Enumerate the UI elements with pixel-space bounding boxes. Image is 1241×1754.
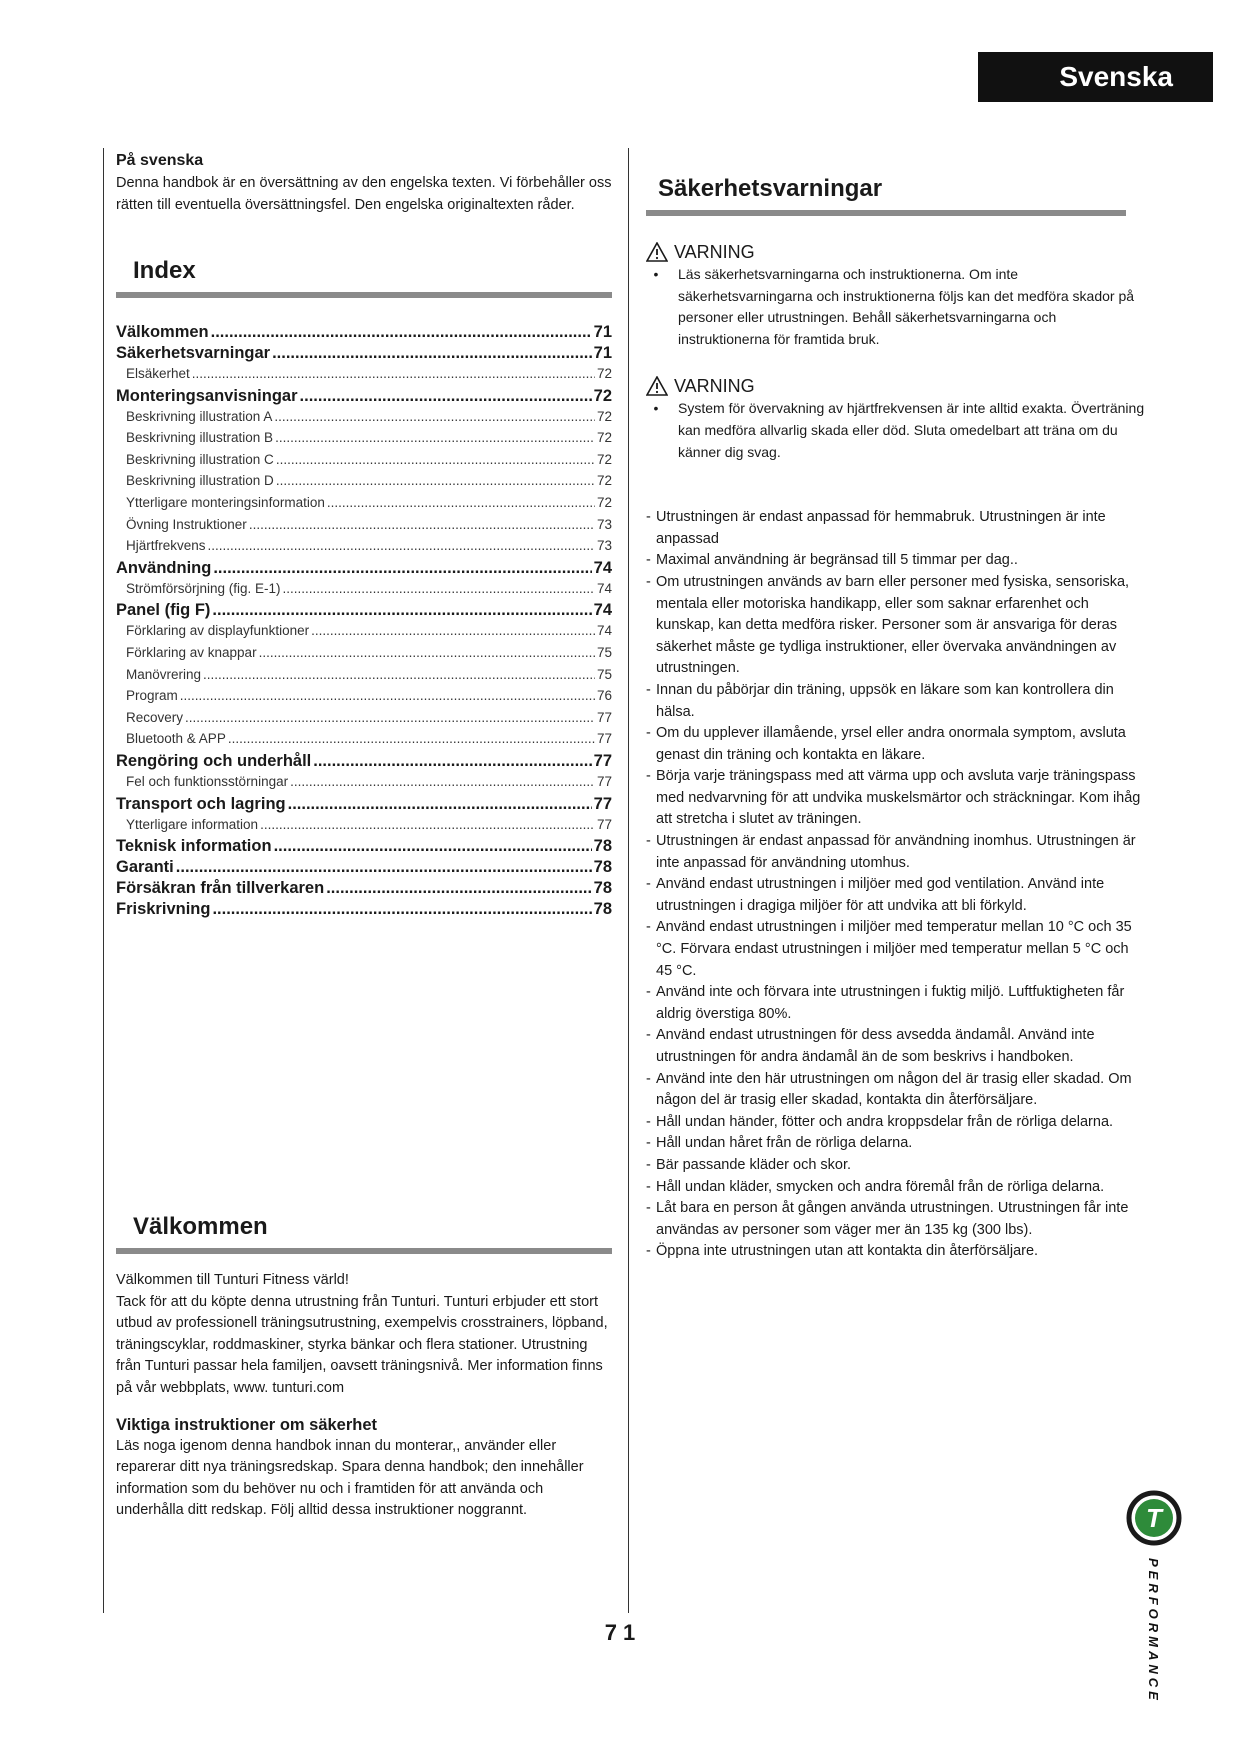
toc-entry-label: Rengöring och underhåll [116, 751, 312, 770]
toc-entry [116, 620, 612, 642]
list-item [646, 982, 1146, 1025]
welcome-title: Välkommen [133, 1213, 268, 1240]
list-dash: - [646, 1135, 651, 1152]
list-item [646, 917, 1146, 982]
toc-entry-label: Beskrivning illustration A [126, 408, 273, 424]
list-dash: - [646, 768, 651, 785]
toc-entry [116, 878, 612, 898]
warning-title [646, 374, 1146, 398]
toc-entry-page: 77 [593, 794, 612, 813]
toc-entry-page: 78 [593, 879, 612, 898]
toc-leader-dots [228, 728, 595, 750]
toc-entry-page: 78 [593, 837, 612, 856]
toc-entry-label: Bluetooth & APP [126, 731, 226, 747]
welcome-heading [116, 1212, 612, 1254]
list-item-text: Låt bara en person åt gången använda utrustningen. Utrustningen får inte användas av personer som väger mer än 135 kg (300 lbs). [656, 1200, 1129, 1238]
index-title: Index [133, 257, 196, 284]
list-item-text: Innan du påbörjar din träning, uppsök en läkare som kan kontrollera din hälsa. [656, 681, 1114, 720]
toc-leader-dots [288, 794, 592, 814]
toc-entry [116, 600, 612, 620]
column-divider [628, 148, 629, 1613]
toc-entry-label: Manövrering [126, 666, 202, 682]
left-column [116, 150, 612, 919]
list-item [646, 1069, 1146, 1112]
list-item-text: Håll undan kläder, smycken och andra föremål från de rörliga delarna. [656, 1178, 1105, 1195]
safety-instructions-text: Läs noga igenom denna handbok innan du monterar,, använder eller reparerar ditt nya träningsredskap. Spara denna handbok; den innehåller information som du behöver nu och i framtiden för att använda och underhålla ditt redskap. Följ alltid dessa instruktioner noggrannt. [116, 1437, 584, 1519]
toc-leader-dots [259, 642, 595, 664]
toc-leader-dots [212, 899, 591, 919]
toc-entry-label: Elsäkerhet [126, 366, 190, 381]
toc-leader-dots [300, 386, 592, 406]
toc-entry [116, 470, 612, 492]
toc-entry-page: 71 [593, 344, 612, 362]
list-item-text: Använd inte och förvara inte utrustningen i fuktig miljö. Luftfuktigheten får aldrig överstiga 80%. [656, 984, 1125, 1022]
table-of-contents [116, 322, 612, 919]
list-item [646, 1112, 1146, 1134]
toc-entry [116, 685, 612, 707]
bullet-dot: • [653, 266, 659, 282]
bullet-dot: • [653, 400, 659, 417]
toc-entry-page: 77 [596, 773, 612, 789]
safety-heading [646, 174, 1146, 216]
toc-leader-dots [274, 836, 592, 856]
list-item-text: Utrustningen är endast anpassad för hemmabruk. Utrustningen är inte anpassad [656, 509, 1106, 547]
list-dash: - [646, 919, 651, 936]
list-dash: - [646, 573, 651, 590]
warning-label: VARNING [674, 242, 755, 262]
list-dash: - [646, 681, 651, 698]
toc-entry-label: Beskrivning illustration C [126, 451, 274, 467]
toc-entry-page: 77 [596, 731, 612, 747]
toc-entry [116, 449, 612, 471]
toc-entry-label: Garanti [116, 858, 174, 877]
toc-entry-page: 76 [596, 688, 612, 704]
list-item [646, 766, 1146, 831]
toc-leader-dots [208, 535, 595, 557]
warning-text: System för övervakning av hjärtfrekvensen är inte alltid exakta. Överträning kan medföra allvarlig skada eller död. Sluta omedelbart att träna om du känner dig svag. [678, 400, 1145, 460]
list-item [646, 507, 1146, 550]
toc-entry-label: Friskrivning [116, 900, 211, 919]
toc-entry-page: 77 [593, 751, 612, 770]
toc-leader-dots [326, 878, 591, 898]
list-item-text: Håll undan håret från de rörliga delarna. [656, 1135, 913, 1152]
toc-leader-dots [185, 707, 595, 729]
list-item [646, 723, 1146, 766]
toc-entry [116, 642, 612, 664]
safety-title: Säkerhetsvarningar [658, 175, 883, 202]
toc-entry [116, 363, 612, 385]
toc-entry-label: Fel och funktionsstörningar [126, 773, 289, 789]
toc-entry-page: 72 [593, 386, 612, 405]
list-item [646, 1241, 1146, 1263]
safety-instructions-title: Viktiga instruktioner om säkerhet [116, 1415, 378, 1434]
toc-entry-page: 74 [593, 558, 612, 577]
list-item [646, 572, 1146, 680]
logo-letter: T [1146, 1503, 1162, 1533]
toc-entry [116, 836, 612, 856]
toc-entry-page: 72 [596, 494, 612, 510]
toc-leader-dots [260, 814, 595, 836]
list-item [646, 1198, 1146, 1241]
list-dash: - [646, 984, 651, 1001]
toc-leader-dots [180, 685, 595, 707]
toc-leader-dots [283, 578, 595, 600]
toc-entry-label: Beskrivning illustration B [126, 430, 274, 446]
toc-entry-page: 74 [596, 623, 612, 639]
toc-entry-page: 75 [596, 644, 612, 660]
toc-leader-dots [211, 322, 592, 342]
warning-triangle-icon [646, 242, 668, 262]
list-item-text: Börja varje träningspass med att värma upp och avsluta varje träningspass med nedvarvning för att undvika muskelsmärtor och sträckningar. Kom ihåg att stretcha i slutet av träningen. [656, 768, 1141, 828]
toc-entry-label: Hjärtfrekvens [126, 538, 206, 554]
toc-entry-page: 77 [596, 709, 612, 725]
index-rule [116, 292, 612, 298]
toc-entry [116, 857, 612, 877]
toc-entry-page: 72 [596, 366, 612, 381]
toc-entry-label: Panel (fig F) [116, 601, 211, 620]
list-item [646, 1177, 1146, 1199]
intro-text: Denna handbok är en översättning av den engelska texten. Vi förbehåller oss rätten till eventuella översättningsfel. Den engelska originaltexten råder. [116, 175, 612, 213]
toc-entry [116, 427, 612, 449]
warning-block [646, 374, 1146, 463]
toc-entry [116, 728, 612, 750]
list-dash: - [646, 509, 651, 526]
list-item [646, 680, 1146, 723]
toc-entry-page: 72 [596, 408, 612, 424]
tunturi-t-icon [1126, 1490, 1182, 1546]
toc-entry-label: Ytterligare information [126, 816, 259, 832]
toc-entry-label: Recovery [126, 709, 184, 725]
toc-entry-label: Transport och lagring [116, 794, 286, 813]
right-column [646, 150, 1146, 1263]
toc-entry [116, 514, 612, 536]
warning-triangle-icon [646, 376, 668, 396]
toc-entry-label: Förklaring av knappar [126, 644, 257, 660]
toc-leader-dots [276, 449, 595, 471]
intro-title: På svenska [116, 152, 204, 169]
toc-entry-page: 71 [593, 323, 612, 341]
toc-entry-label: Övning Instruktioner [126, 516, 247, 532]
toc-leader-dots [176, 857, 592, 877]
toc-entry-page: 73 [596, 516, 612, 532]
list-item [646, 1155, 1146, 1177]
toc-entry-page: 72 [596, 430, 612, 446]
toc-entry-label: Monteringsanvisningar [116, 386, 298, 405]
toc-entry-page: 72 [596, 473, 612, 489]
warnings-list [646, 240, 1146, 463]
toc-leader-dots [203, 664, 595, 686]
toc-leader-dots [276, 470, 595, 492]
welcome-text: Tack för att du köpte denna utrustning från Tunturi. Tunturi erbjuder ett stort utbud av professionell träningsutrustning, exempelvis crosstrainers, löpband, träningscyklar, roddmaskiner, styrka bänkar och flera stationer. Utrustning från Tunturi passar hela familjen, oavsett träningsnivå. Mer information finns på vår webbplats, www. tunturi.com [116, 1293, 608, 1396]
toc-entry-page: 73 [596, 538, 612, 554]
list-dash: - [646, 1113, 651, 1130]
list-dash: - [646, 1156, 651, 1173]
toc-entry [116, 343, 612, 363]
warning-item [646, 264, 1146, 350]
welcome-body [116, 1270, 612, 1522]
toc-entry [116, 771, 612, 793]
list-item-text: Utrustningen är endast anpassad för användning inomhus. Utrustningen är inte anpassad för användning utomhus. [656, 833, 1136, 871]
list-item-text: Om utrustningen används av barn eller personer med fysiska, sensoriska, mentala eller motoriska handikapp, eller som saknar erfarenhet och kunskap, kan detta medföra risker. Personer som är ansvariga för deras säkerhet måste ge tydliga instruktioner, eller övervaka användningen av utrustningen. [656, 573, 1130, 677]
list-item-text: Håll undan händer, fötter och andra kroppsdelar från de rörliga delarna. [656, 1113, 1114, 1130]
toc-entry-page: 74 [596, 580, 612, 596]
toc-entry [116, 794, 612, 814]
toc-leader-dots [272, 343, 592, 363]
list-item [646, 874, 1146, 917]
toc-entry-label: Användning [116, 558, 212, 577]
toc-entry-label: Förklaring av displayfunktioner [126, 623, 310, 639]
toc-entry-label: Program [126, 688, 178, 704]
toc-entry [116, 535, 612, 557]
toc-leader-dots [274, 406, 595, 428]
toc-leader-dots [311, 620, 595, 642]
warning-text: Läs säkerhetsvarningarna och instruktionerna. Om inte säkerhetsvarningarna och instruktionerna följs kan det medföra skador på personer eller utrustningen. Behåll säkerhetsvarningarna och instruktionerna för framtida bruk. [678, 266, 1135, 347]
language-tab: Svenska [978, 52, 1213, 102]
toc-leader-dots [249, 514, 595, 536]
welcome-rule [116, 1248, 612, 1254]
toc-entry-page: 75 [596, 666, 612, 682]
performance-tagline: PERFORMANCE [1146, 1558, 1161, 1704]
toc-entry-label: Teknisk information [116, 837, 272, 856]
list-dash: - [646, 725, 651, 742]
list-item [646, 1133, 1146, 1155]
list-item-text: Använd endast utrustningen för dess avsedda ändamål. Använd inte utrustningen för andra ändamål än de som beskrivs i handboken. [656, 1027, 1095, 1065]
toc-leader-dots [290, 771, 595, 793]
left-margin-line [103, 148, 104, 1613]
toc-entry [116, 814, 612, 836]
toc-entry-label: Försäkran från tillverkaren [116, 879, 325, 898]
toc-entry [116, 578, 612, 600]
warning-label: VARNING [674, 376, 755, 397]
list-item [646, 550, 1146, 572]
warning-item [646, 398, 1146, 463]
toc-leader-dots [313, 751, 591, 771]
safety-rule [646, 210, 1126, 216]
toc-entry-page: 72 [596, 451, 612, 467]
list-item-text: Använd endast utrustningen i miljöer med temperatur mellan 10 °C och 35 °C. Förvara endast utrustningen i miljöer med temperatur mellan 5 °C och 45 °C. [656, 919, 1132, 979]
toc-entry-page: 74 [593, 601, 612, 620]
toc-entry [116, 558, 612, 578]
index-heading [116, 256, 612, 298]
list-item-text: Bär passande kläder och skor. [656, 1156, 852, 1173]
tunturi-logo [1126, 1490, 1186, 1704]
list-item-text: Använd endast utrustningen i miljöer med god ventilation. Använd inte utrustningen i dragiga miljöer för att undvika att bli förkyld. [656, 876, 1105, 914]
toc-entry-label: Välkommen [116, 323, 209, 341]
page-number: 71 [604, 1620, 642, 1645]
welcome-greeting: Välkommen till Tunturi Fitness värld! [116, 1272, 349, 1288]
warning-title [646, 240, 1146, 264]
list-dash: - [646, 1027, 651, 1044]
toc-leader-dots [192, 363, 595, 385]
toc-entry-label: Säkerhetsvarningar [116, 344, 271, 362]
toc-entry [116, 707, 612, 729]
toc-entry-label: Beskrivning illustration D [126, 473, 274, 489]
toc-leader-dots [327, 492, 595, 514]
toc-leader-dots [213, 558, 591, 578]
list-item-text: Öppna inte utrustningen utan att kontakta din återförsäljare. [656, 1243, 1039, 1260]
list-dash: - [646, 876, 651, 893]
toc-entry [116, 751, 612, 771]
toc-entry-label: Ytterligare monteringsinformation [126, 494, 325, 510]
list-dash: - [646, 1200, 651, 1217]
toc-entry [116, 386, 612, 406]
toc-entry-page: 77 [596, 816, 612, 832]
list-dash: - [646, 1070, 651, 1087]
toc-entry-page: 78 [593, 900, 612, 919]
toc-entry [116, 664, 612, 686]
toc-entry [116, 406, 612, 428]
list-item-text: Maximal användning är begränsad till 5 timmar per dag.. [656, 552, 1018, 569]
list-dash: - [646, 1178, 651, 1195]
toc-leader-dots [212, 600, 591, 620]
toc-leader-dots [275, 427, 595, 449]
list-dash: - [646, 1243, 651, 1260]
toc-entry-label: Strömförsörjning (fig. E-1) [126, 580, 281, 596]
list-item [646, 831, 1146, 874]
toc-entry-page: 78 [593, 858, 612, 877]
list-dash: - [646, 833, 651, 850]
warning-block [646, 240, 1146, 350]
list-item-text: Använd inte den här utrustningen om någon del är trasig eller skadad. Om någon del är trasig eller skadad, kontakta din återförsäljare. [656, 1070, 1132, 1109]
list-item-text: Om du upplever illamående, yrsel eller andra onormala symptom, avsluta genast din träning och kontakta en läkare. [656, 725, 1126, 763]
toc-entry [116, 899, 612, 919]
list-dash: - [646, 552, 651, 569]
list-item [646, 1025, 1146, 1068]
toc-entry [116, 492, 612, 514]
toc-entry [116, 322, 612, 342]
safety-bullet-list [646, 507, 1146, 1263]
